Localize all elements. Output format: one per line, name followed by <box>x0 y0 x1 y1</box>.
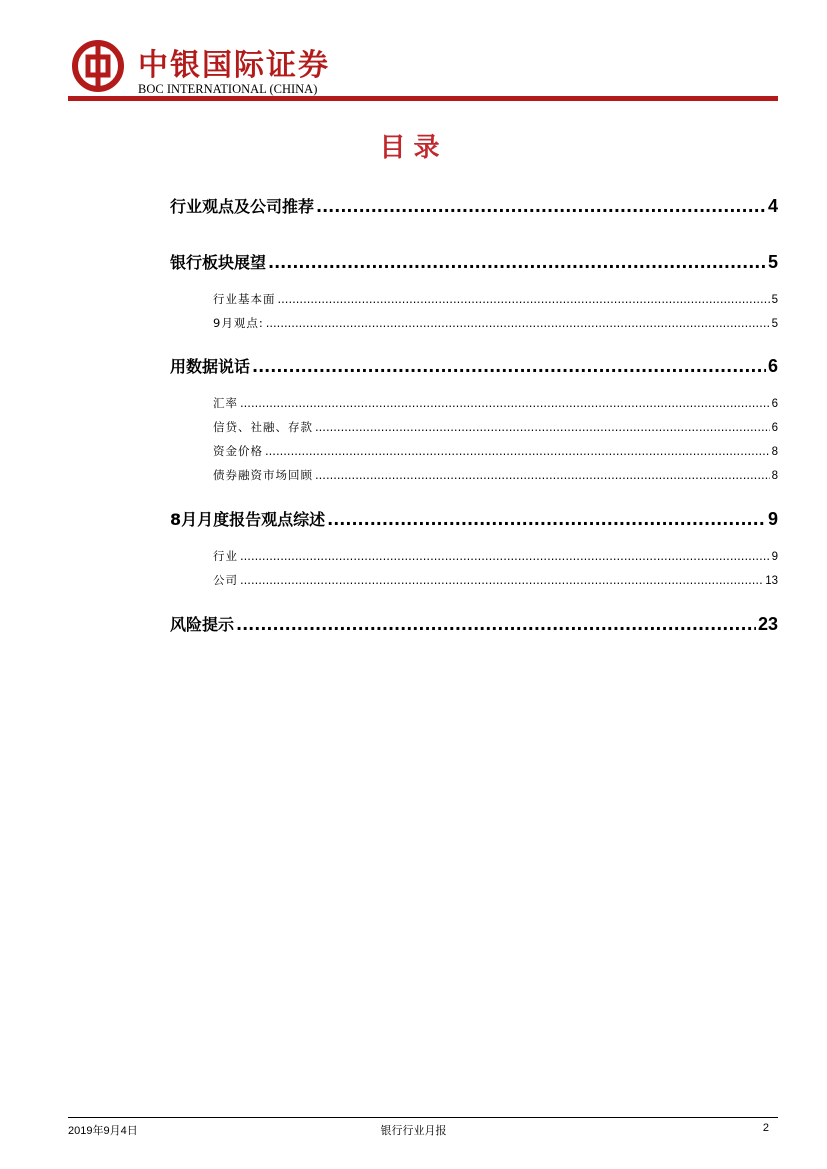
toc-entry-label: 用数据说话 <box>170 357 251 376</box>
toc-entry[interactable] <box>213 548 778 564</box>
footer-divider <box>68 1117 778 1118</box>
toc-entry-label: 风险提示 <box>170 615 235 634</box>
toc-entry-page: 6 <box>771 398 778 410</box>
toc-entry[interactable] <box>213 467 778 483</box>
dot-leader <box>240 549 770 563</box>
dot-leader <box>278 292 770 306</box>
toc-entry-label: 行业基本面 <box>213 292 276 306</box>
toc-entry-label: 公司 <box>213 573 238 587</box>
toc-entry-page: 6 <box>767 356 778 376</box>
toc-entry-page: 5 <box>767 252 778 272</box>
toc-entry[interactable] <box>213 419 778 435</box>
toc-entry[interactable] <box>213 291 778 307</box>
toc-entry-page: 4 <box>767 196 778 216</box>
toc-entry[interactable] <box>170 507 778 530</box>
toc-entry-label: 8月月度报告观点综述 <box>170 510 326 529</box>
toc-entry-label: 汇率 <box>213 396 238 410</box>
footer-date: 2019年9月4日 <box>68 1125 138 1137</box>
page-header <box>68 36 778 102</box>
toc-entry-label: 银行板块展望 <box>170 253 267 272</box>
toc-entry-page: 23 <box>757 614 778 634</box>
dot-leader <box>315 468 770 482</box>
toc-entry[interactable] <box>170 354 778 377</box>
toc-entry-page: 6 <box>771 422 778 434</box>
dot-leader <box>315 420 770 434</box>
toc-entry[interactable] <box>213 315 778 331</box>
dot-leader <box>236 615 756 634</box>
toc-entry[interactable] <box>170 194 778 217</box>
toc-entry[interactable] <box>213 572 778 588</box>
toc-entry[interactable] <box>213 395 778 411</box>
dot-leader <box>252 357 766 376</box>
toc-entry-page: 5 <box>771 318 778 330</box>
toc-title: 目录 <box>379 133 448 163</box>
toc-entry-page: 9 <box>767 509 778 529</box>
toc-entry-label: 信贷、社融、存款 <box>213 420 313 434</box>
toc-entry-page: 8 <box>771 446 778 458</box>
toc-entry-label: 行业 <box>213 549 238 563</box>
toc-entry-label: 债券融资市场回顾 <box>213 468 313 482</box>
dot-leader <box>327 510 766 529</box>
brand-name-en: BOC INTERNATIONAL (CHINA) <box>138 82 318 96</box>
dot-leader <box>268 253 766 272</box>
toc-entry-page: 5 <box>771 294 778 306</box>
dot-leader <box>265 444 770 458</box>
toc-entry[interactable] <box>170 250 778 273</box>
toc-entry-page: 13 <box>765 575 778 587</box>
toc-entry-label: 行业观点及公司推荐 <box>170 197 315 216</box>
toc-entry-label: 9月观点: <box>213 316 264 330</box>
brand-name-cn: 中银国际证券 <box>138 48 330 83</box>
dot-leader <box>316 197 766 216</box>
toc-entry-page: 9 <box>771 551 778 563</box>
boc-logo-icon <box>72 40 124 92</box>
toc-entry-label: 资金价格 <box>213 444 263 458</box>
toc-entry[interactable] <box>170 612 778 635</box>
dot-leader <box>240 396 770 410</box>
header-divider <box>68 96 778 101</box>
toc-entry-page: 8 <box>771 470 778 482</box>
footer-page-number: 2 <box>762 1122 769 1134</box>
dot-leader <box>240 573 763 587</box>
footer-report-title: 银行行业月报 <box>380 1124 447 1137</box>
dot-leader <box>266 316 770 330</box>
toc-entry[interactable] <box>213 443 778 459</box>
